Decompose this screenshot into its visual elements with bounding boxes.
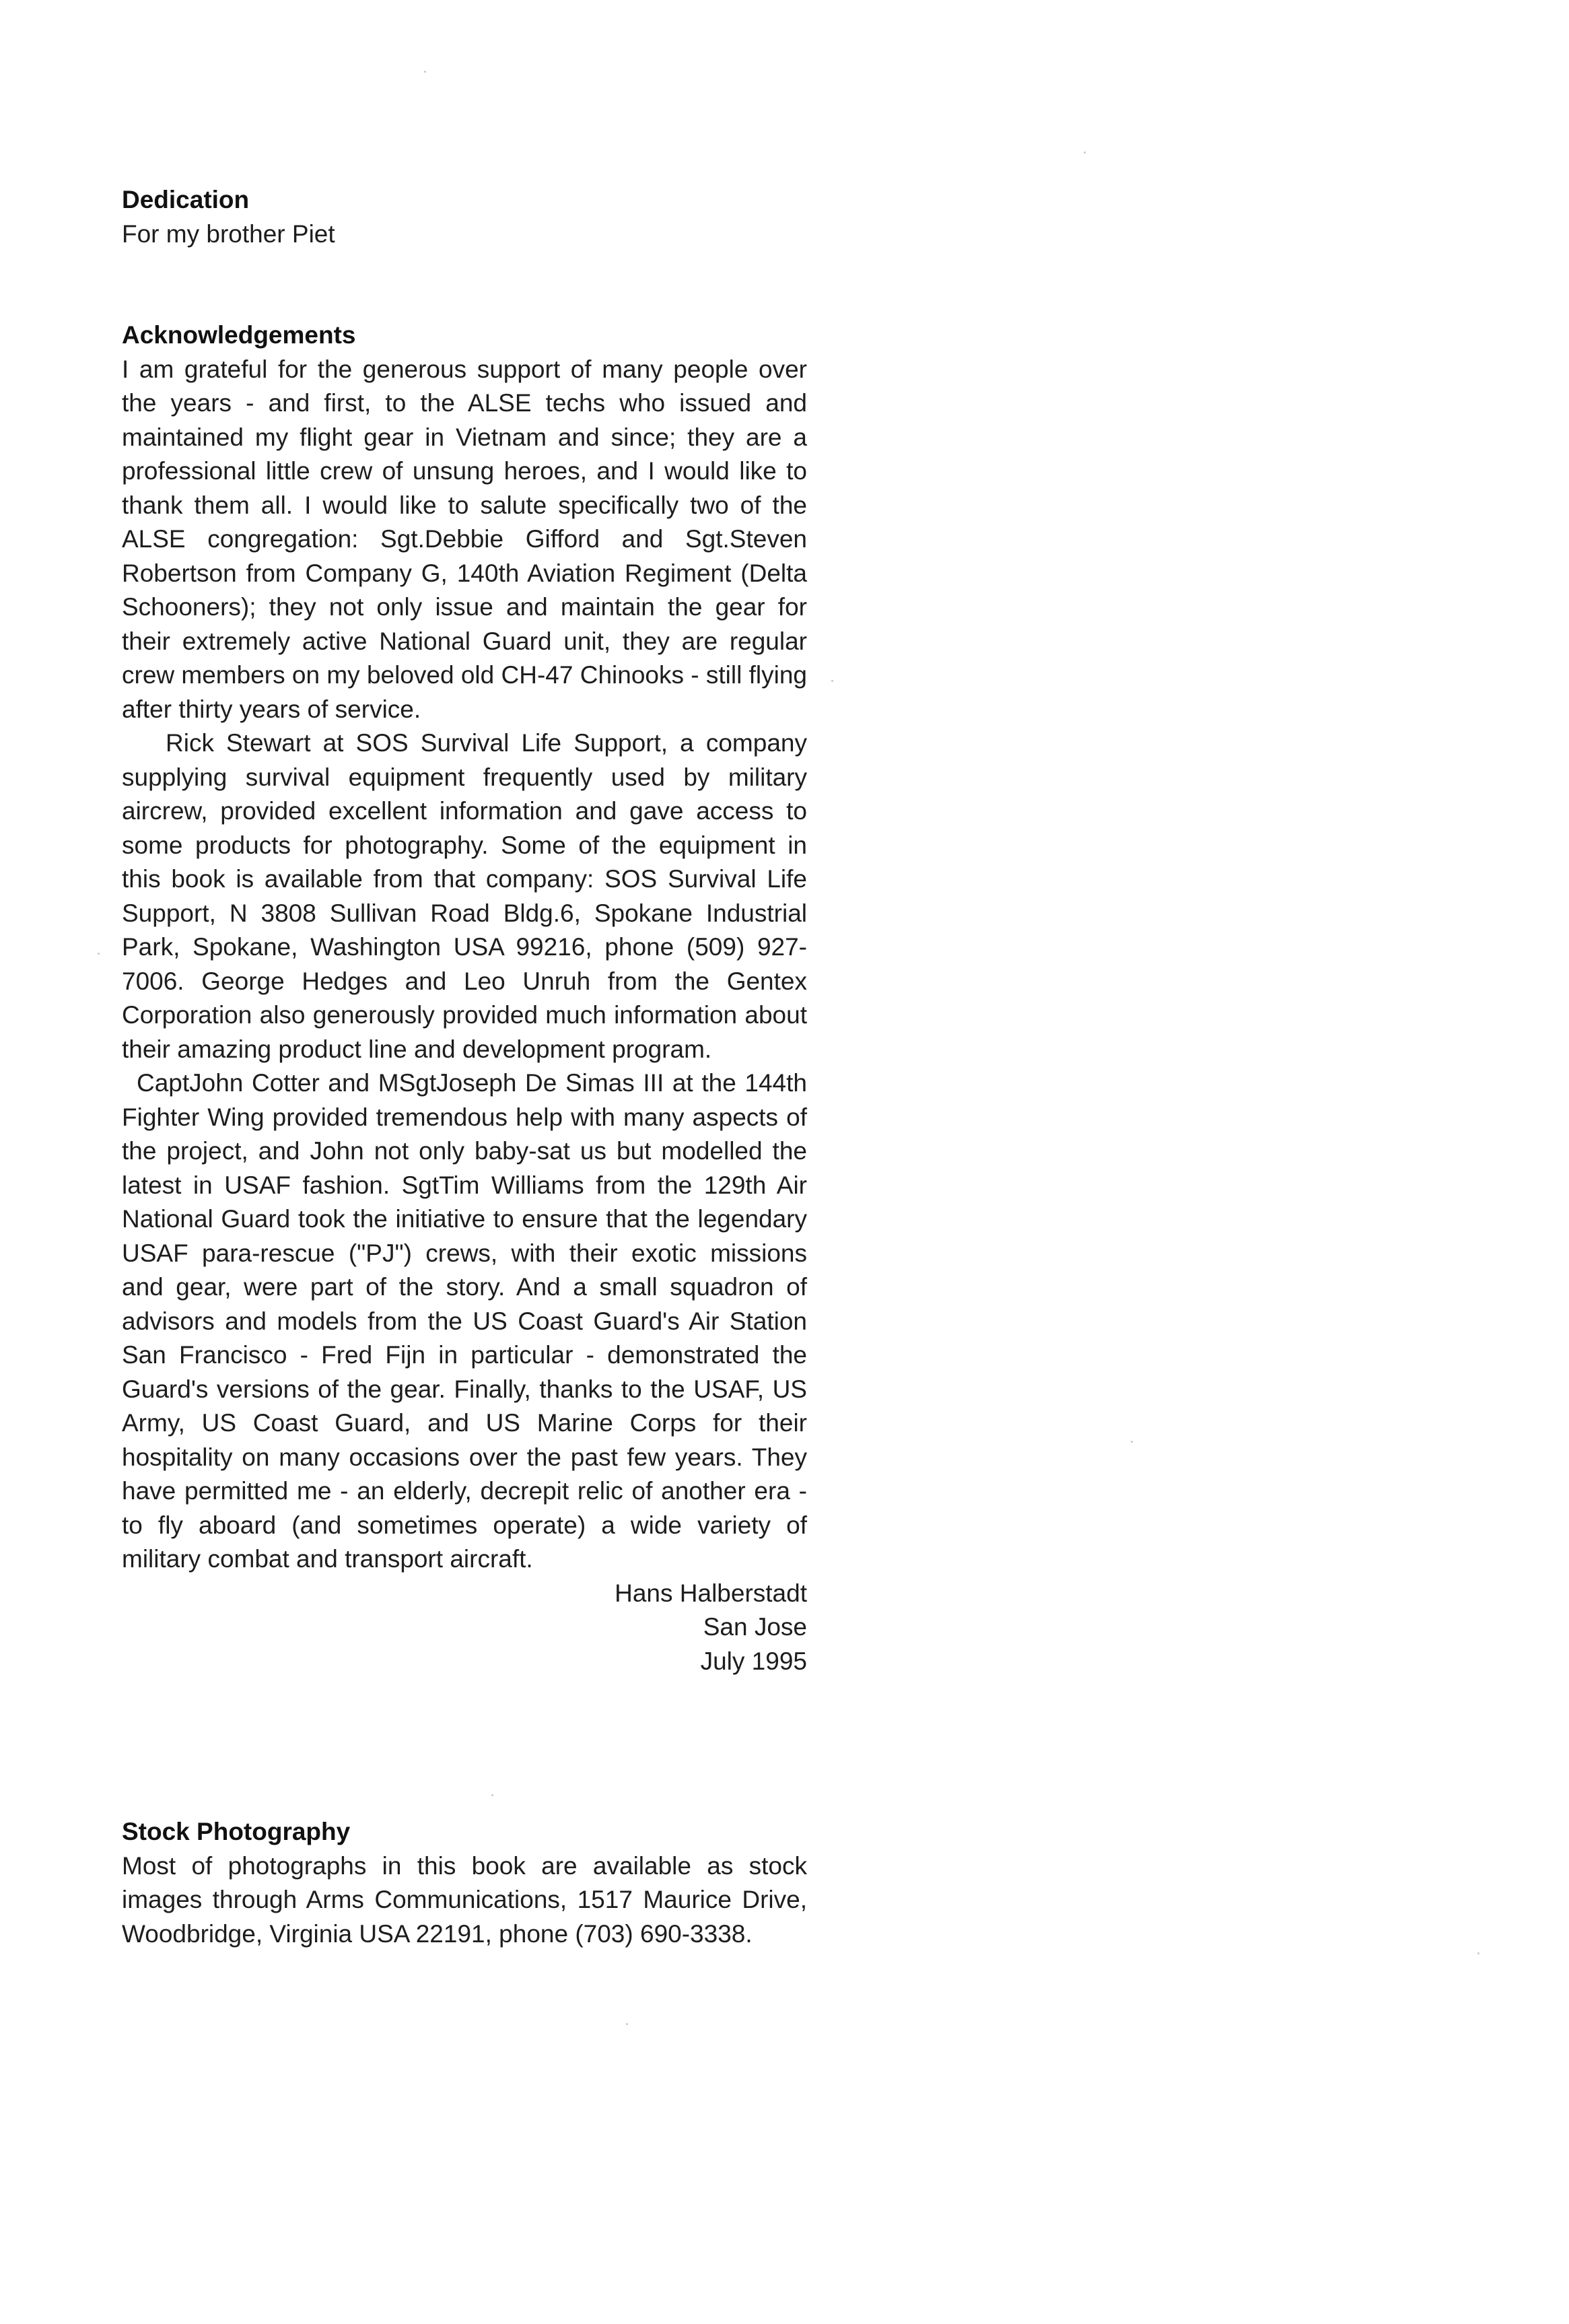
acknowledgements-paragraph-2: Rick Stewart at SOS Survival Life Support, a company supplying survival equipment frequently used by military aircrew, provided excellent information and gave access to some products for photography. Some of the equipment in this book is available from that company: SOS Survival Life Support, N 3808 Sullivan Road Bldg.6, Spokane Industrial Park, Spokane, Washington USA 99216, phone (509) 927-7006. George Hedges and Leo Unruh from the Gentex Corporation also generously provided much information about their amazing product line and development program. [122, 729, 807, 1063]
scan-speck [1131, 1441, 1133, 1443]
scan-speck [626, 2023, 628, 2025]
scan-speck [98, 953, 100, 955]
stock-photography-text: Most of photographs in this book are available as stock images through Arms Communications, 1517 Maurice Drive, Woodbridge, Virginia USA 22191, phone (703) 690-3338. [122, 1851, 807, 1948]
dedication-heading: Dedication [122, 186, 250, 213]
acknowledgements-section [122, 318, 807, 1678]
scan-speck [491, 1794, 493, 1796]
signature-name: Hans Halberstadt [615, 1579, 807, 1607]
acknowledgements-paragraph-3: CaptJohn Cotter and MSgtJoseph De Simas III at the 144th Fighter Wing provided tremendous help with many aspects of the project, and John not only baby-sat us but modelled the latest in USAF fashion. SgtTim Williams from the 129th Air National Guard took the initiative to ensure that the legendary USAF para-rescue ("PJ") crews, with their exotic missions and gear, were part of the story. And a small squadron of advisors and models from the US Coast Guard's Air Station San Francisco - Fred Fijn in particular - demonstrated the Guard's versions of the gear. Finally, thanks to the USAF, US Army, US Coast Guard, and US Marine Corps for their hospitality on many occasions over the past few years. They have permitted me - an elderly, decrepit relic of another era - to fly aboard (and sometimes operate) a wide variety of military combat and transport aircraft. [122, 1069, 807, 1573]
stock-photography-heading: Stock Photography [122, 1818, 351, 1845]
signature-date: July 1995 [700, 1647, 807, 1675]
acknowledgements-heading: Acknowledgements [122, 321, 356, 349]
scan-speck [424, 71, 426, 73]
stock-photography-section [122, 1815, 807, 1951]
dedication-text: For my brother Piet [122, 219, 335, 248]
scan-speck [831, 680, 833, 682]
dedication-section [122, 183, 807, 251]
scan-speck [1477, 1952, 1479, 1954]
acknowledgements-paragraph-1: I am grateful for the generous support of many people over the years - and first, to the ALSE techs who issued and maintained my flight gear in Vietnam and since; they are a professional little crew of unsung heroes, and I would like to thank them all. I would like to salute specifically two of the ALSE congregation: Sgt.Debbie Gifford and Sgt.Steven Robertson from Company G, 140th Aviation Regiment (Delta Schooners); they not only issue and maintain the gear for their extremely active National Guard unit, they are regular crew members on my beloved old CH-47 Chinooks - still flying after thirty years of service. [122, 355, 807, 723]
signature-place: San Jose [703, 1613, 807, 1641]
scan-speck [1084, 151, 1086, 153]
